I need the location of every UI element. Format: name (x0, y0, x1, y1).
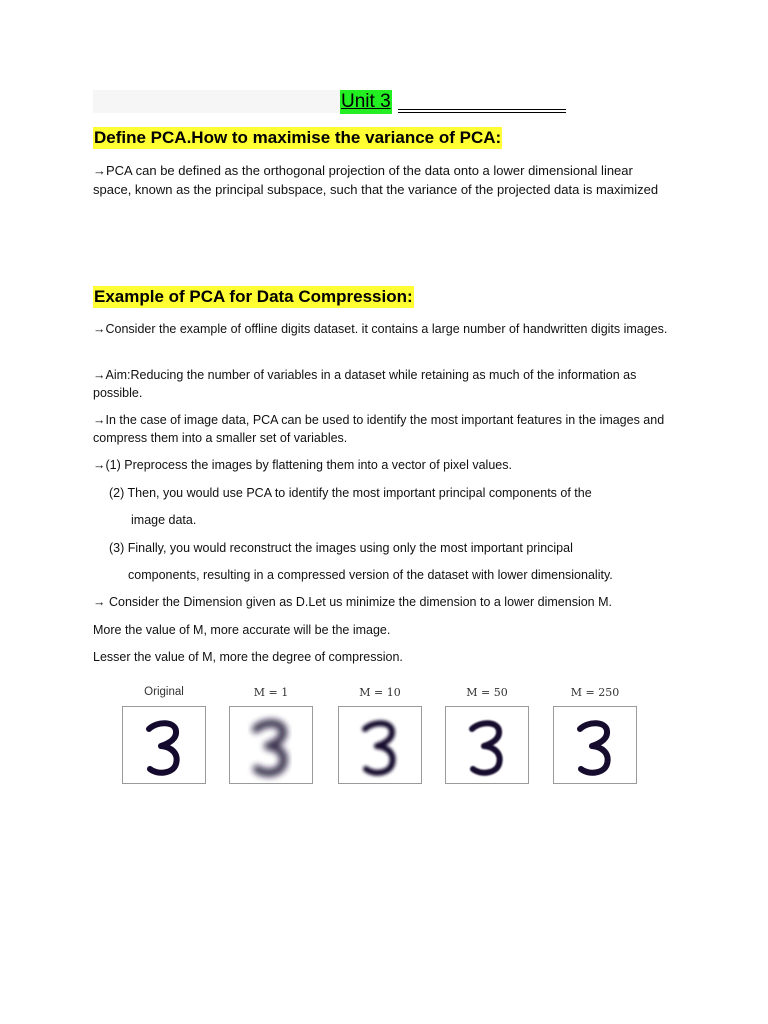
digit-image (229, 706, 313, 784)
title-double-rule (398, 109, 566, 113)
digit-three-icon (230, 707, 312, 783)
paragraph-step-2-cont: image data. (131, 513, 197, 527)
digit-three-icon (123, 707, 205, 783)
digit-three-icon (446, 707, 528, 783)
paragraph-step-3: (3) Finally, you would reconstruct the images using only the most important principal (109, 541, 573, 555)
paragraph-step-1: →(1) Preprocess the images by flattening them into a vector of pixel values. (93, 458, 512, 472)
paragraph-accuracy: More the value of M, more accurate will be the image. (93, 623, 391, 637)
section-heading-define-pca: Define PCA.How to maximise the variance of PCA: (94, 128, 502, 147)
digit-three-icon (554, 707, 636, 783)
title-shade (93, 90, 340, 113)
paragraph-dimension: → Consider the Dimension given as D.Let us minimize the dimension to a lower dimension M. (93, 595, 612, 609)
digit-image (338, 706, 422, 784)
paragraph-compression: Lesser the value of M, more the degree of compression. (93, 650, 403, 664)
digit-stroke (365, 723, 393, 772)
digit-stroke (256, 723, 284, 772)
paragraph-step-3-cont: components, resulting in a compressed version of the dataset with lower dimensionality. (128, 568, 613, 582)
pca-reconstruction-figure (110, 682, 650, 792)
page-title: Unit 3 (341, 91, 391, 112)
panel-label: Original (144, 686, 184, 698)
digit-stroke (149, 723, 177, 772)
panel-label: M = 10 (359, 686, 401, 699)
digit-three-icon (339, 707, 421, 783)
paragraph-image-data: →In the case of image data, PCA can be used to identify the most important features in the images and compress them into a smaller set of variables. (93, 413, 665, 445)
digit-stroke (580, 723, 608, 772)
paragraph-aim: →Aim:Reducing the number of variables in a dataset while retaining as much of the information as possible. (93, 368, 637, 400)
paragraph-offline-digits: →Consider the example of offline digits dataset. it contains a large number of handwritten digits images. (93, 322, 668, 336)
panel-label: M = 1 (253, 686, 289, 699)
digit-image (122, 706, 206, 784)
digit-image (553, 706, 637, 784)
panel-label: M = 250 (570, 686, 620, 699)
page-title-bar (93, 90, 566, 114)
paragraph-step-2: (2) Then, you would use PCA to identify the most important principal components of the (109, 486, 592, 500)
pca-definition-paragraph: →PCA can be defined as the orthogonal projection of the data onto a lower dimensional linear space, known as the principal subspace, such that the variance of the projected data is maximized (93, 163, 659, 197)
panel-label: M = 50 (466, 686, 508, 699)
section-heading-data-compression: Example of PCA for Data Compression: (94, 287, 413, 306)
digit-stroke (472, 723, 500, 772)
digit-image (445, 706, 529, 784)
